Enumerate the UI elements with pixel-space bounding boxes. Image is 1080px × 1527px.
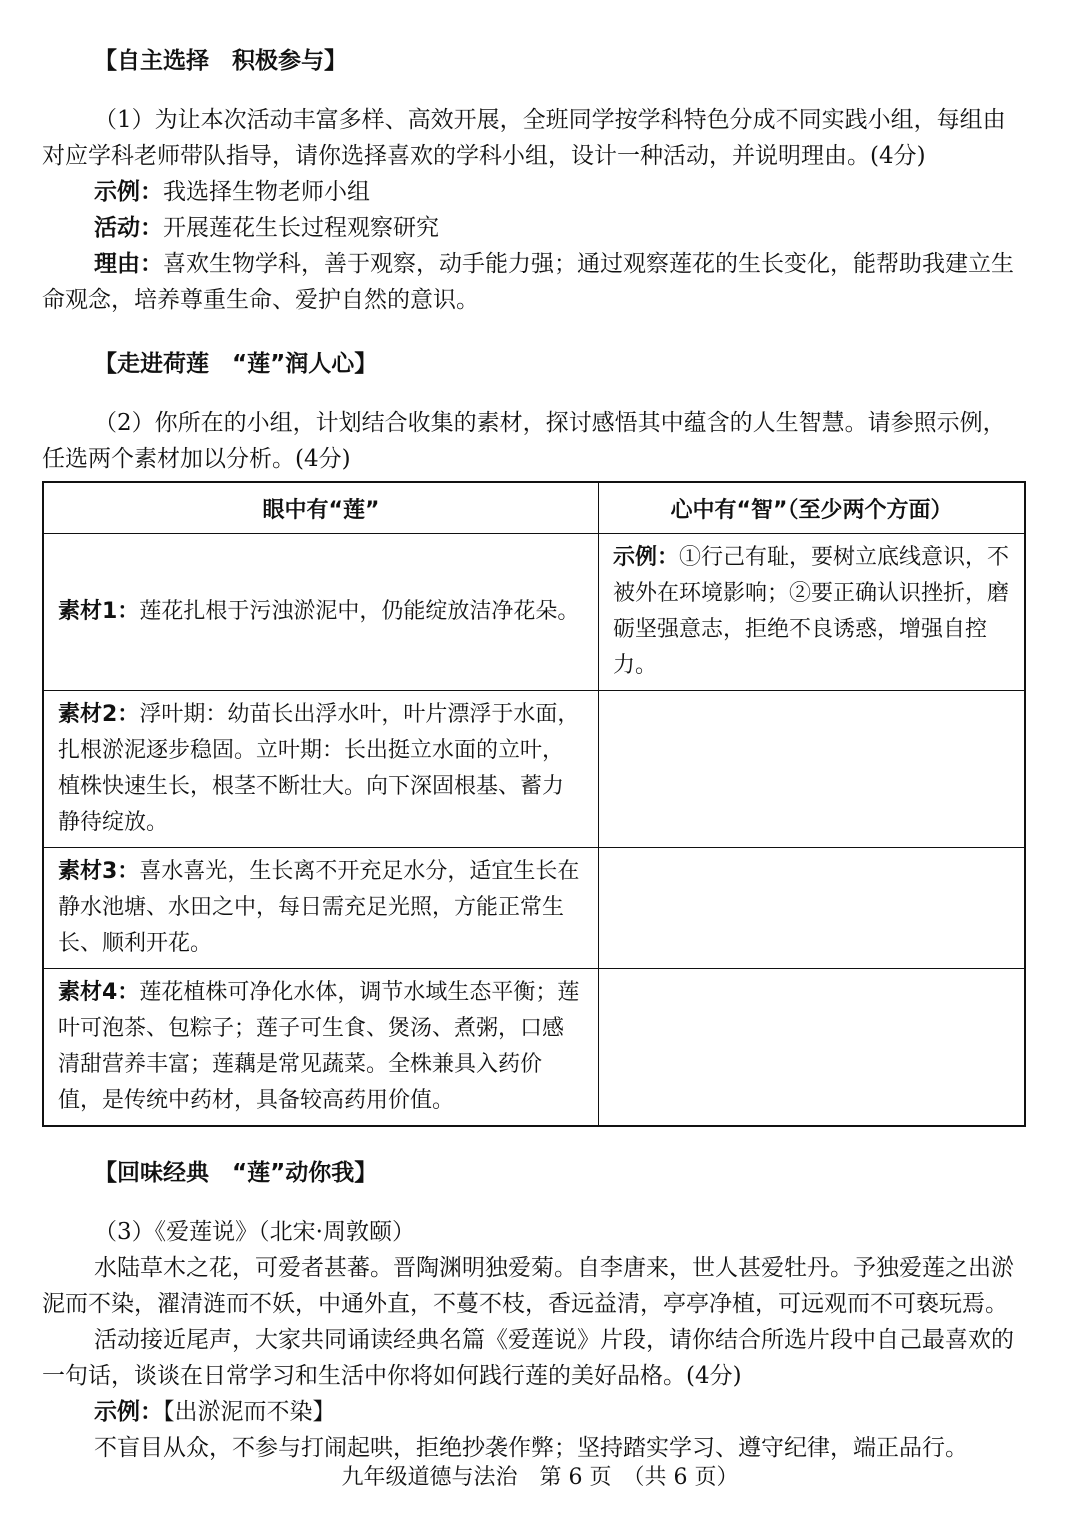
material-cell bbox=[43, 534, 599, 691]
section1-reason bbox=[42, 246, 1026, 318]
section3-question: 活动接近尾声，大家共同诵读经典名篇《爱莲说》片段，请你结合所选片段中自己最喜欢的一句话，谈谈在日常学习和生活中你将如何践行莲的美好品格。(4分) bbox=[42, 1327, 1014, 1389]
col1-header: 眼中有“莲” bbox=[43, 482, 599, 534]
material-text: 浮叶期：幼苗长出浮水叶，叶片漂浮于水面，扎根淤泥逐步稳固。立叶期：长出挺立水面的立叶，植株快速生长，根茎不断壮大。向下深固根基、蓄力静待绽放。 bbox=[58, 702, 580, 835]
section1-question: （1）为让本次活动丰富多样、高效开展，全班同学按学科特色分成不同实践小组，每组由对应学科老师带队指导，请你选择喜欢的学科小组，设计一种活动，并说明理由。(4分) bbox=[42, 107, 1006, 169]
section3-passage: 水陆草木之花，可爱者甚蕃。晋陶渊明独爱菊。自李唐来，世人甚爱牡丹。予独爱莲之出淤泥而不染，濯清涟而不妖，中通外直，不蔓不枝，香远益清，亭亭净植，可远观而不可亵玩焉。 bbox=[42, 1255, 1014, 1317]
material-text: 莲花扎根于污浊淤泥中，仍能绽放洁净花朵。 bbox=[139, 599, 580, 624]
material-text: 喜水喜光，生长离不开充足水分，适宜生长在静水池塘、水田之中，每日需充足光照，方能正常生长、顺利开花。 bbox=[58, 859, 580, 956]
answer-cell[interactable] bbox=[599, 848, 1026, 969]
reason-text: 喜欢生物学科，善于观察，动手能力强；通过观察莲花的生长变化，能帮助我建立生命观念，培养尊重生命、爱护自然的意识。 bbox=[42, 251, 1014, 313]
section1-heading: 【自主选择 积极参与】 bbox=[94, 48, 347, 74]
table-row bbox=[43, 534, 1025, 691]
material-label: 素材1： bbox=[58, 599, 140, 624]
section3-example bbox=[42, 1394, 1026, 1430]
answer-cell[interactable] bbox=[599, 969, 1026, 1127]
answer-cell[interactable] bbox=[599, 691, 1026, 848]
page-footer: 九年级道德与法治 第 6 页 （共 6 页） bbox=[341, 1465, 739, 1490]
section-self-choice bbox=[42, 43, 1026, 318]
section3-title: （3）《爱莲说》（北宋·周敦颐） bbox=[94, 1219, 415, 1245]
example-quote: 【出淤泥而不染】 bbox=[163, 1399, 336, 1425]
section2-question: （2）你所在的小组，计划结合收集的素材，探讨感悟其中蕴含的人生智慧。请参照示例，任选两个素材加以分析。(4分) bbox=[42, 410, 1006, 472]
reason-label: 理由： bbox=[94, 251, 163, 277]
example-label: 示例： bbox=[94, 1399, 163, 1425]
table-row bbox=[43, 969, 1025, 1127]
section1-example bbox=[42, 174, 1026, 210]
section-lotus-materials bbox=[42, 346, 1026, 1127]
section3-answer: 不盲目从众，不参与打闹起哄，拒绝抄袭作弊；坚持踏实学习、遵守纪律，端正品行。 bbox=[94, 1435, 968, 1461]
exam-page bbox=[42, 20, 1026, 1466]
answer-text: ①行己有耻，要树立底线意识，不被外在环境影响；②要正确认识挫折，磨砺坚强意志，拒绝不良诱惑，增强自控力。 bbox=[613, 545, 1010, 678]
material-cell bbox=[43, 848, 599, 969]
section3-heading: 【回味经典 “莲”动你我】 bbox=[94, 1160, 378, 1186]
section1-activity bbox=[42, 210, 1026, 246]
material-cell bbox=[43, 969, 599, 1127]
answer-cell[interactable] bbox=[599, 534, 1026, 691]
material-label: 素材2： bbox=[58, 702, 140, 727]
material-label: 素材4： bbox=[58, 980, 140, 1005]
activity-label: 活动： bbox=[94, 215, 163, 241]
example-text: 我选择生物老师小组 bbox=[163, 179, 370, 205]
material-text: 莲花植株可净化水体，调节水域生态平衡；莲叶可泡茶、包粽子；莲子可生食、煲汤、煮粥，口感清甜营养丰富；莲藕是常见蔬菜。全株兼具入药价值，是传统中药材，具备较高药用价值。 bbox=[58, 980, 580, 1113]
answer-label: 示例： bbox=[613, 545, 680, 570]
activity-text: 开展莲花生长过程观察研究 bbox=[163, 215, 439, 241]
example-label: 示例： bbox=[94, 179, 163, 205]
table-row bbox=[43, 848, 1025, 969]
table-header-row bbox=[43, 482, 1025, 534]
material-cell bbox=[43, 691, 599, 848]
materials-table bbox=[42, 481, 1026, 1127]
section-classic-reading bbox=[42, 1155, 1026, 1466]
table-row bbox=[43, 691, 1025, 848]
material-label: 素材3： bbox=[58, 859, 140, 884]
col2-header: 心中有“智”（至少两个方面） bbox=[599, 482, 1026, 534]
section2-heading: 【走进荷莲 “莲”润人心】 bbox=[94, 351, 378, 377]
